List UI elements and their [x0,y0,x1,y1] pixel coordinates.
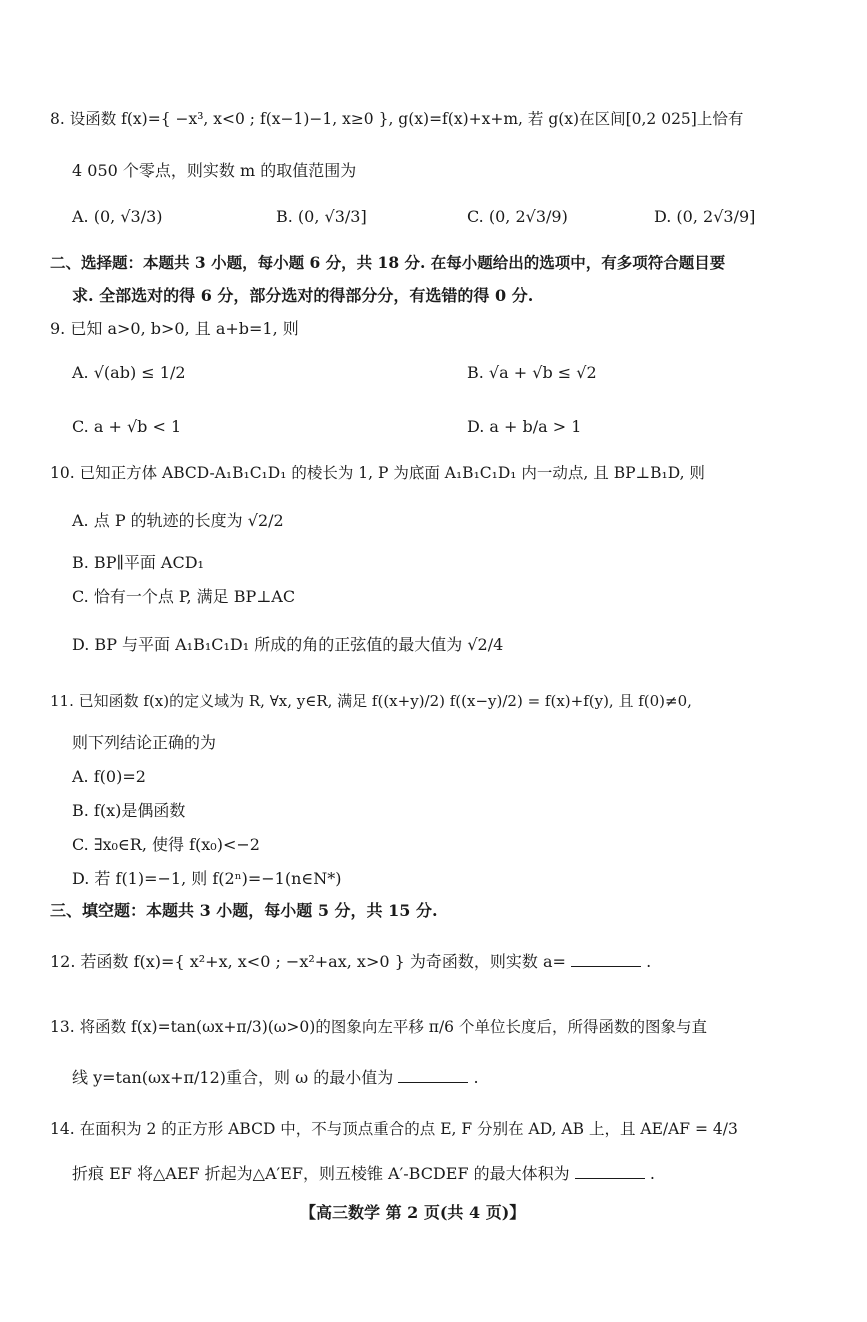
q11-option-a: A. f(0)=2 [72,767,146,786]
q13-answer-blank [398,1066,468,1083]
q10-stem: 10. 已知正方体 ABCD-A₁B₁C₁D₁ 的棱长为 1, P 为底面 A₁B₁C₁D₁ 内一动点, 且 BP⊥B₁D, 则 [50,464,705,482]
q8-stem-line2: 4 050 个零点，则实数 m 的取值范围为 [72,161,357,180]
q11-stem-line2: 则下列结论正确的为 [72,733,217,752]
q9-option-b: B. √a + √b ≤ √2 [467,363,597,382]
q9-stem: 9. 已知 a>0, b>0, 且 a+b=1, 则 [50,319,299,338]
q8-stem-line1: 8. 设函数 f(x)={ −x³, x<0 ; f(x−1)−1, x≥0 }, g(x)=f(x)+x+m, 若 g(x)在区间[0,2 025]上恰有 [50,110,744,128]
q8-option-a: A. (0, √3/3) [72,207,163,226]
q10-option-c: C. 恰有一个点 P, 满足 BP⊥AC [72,587,296,606]
q12-answer-blank [571,950,641,967]
page-footer: 【高三数学 第 2 页(共 4 页)】 [300,1203,526,1222]
q13-stem-line2 [72,1066,479,1089]
section3-heading: 三、填空题：本题共 3 小题，每小题 5 分，共 15 分. [50,901,438,920]
q14-stem-text: 折痕 EF 将△AEF 折起为△A′EF，则五棱锥 A′-BCDEF 的最大体积为 [72,1164,570,1183]
q12-stem-end: . [646,952,652,971]
q14-stem-end: . [649,1164,655,1183]
q9-option-a: A. √(ab) ≤ 1/2 [72,363,186,382]
q11-option-d: D. 若 f(1)=−1, 则 f(2ⁿ)=−1(n∈N*) [72,869,342,888]
q12-stem-text: 12. 若函数 f(x)={ x²+x, x<0 ; −x²+ax, x>0 } 为奇函数，则实数 a= [50,952,566,971]
q8-option-d: D. (0, 2√3/9] [654,207,756,226]
q10-option-b: B. BP∥平面 ACD₁ [72,553,204,572]
q11-stem-line1: 11. 已知函数 f(x)的定义域为 R, ∀x, y∈R, 满足 f((x+y)/2) f((x−y)/2) = f(x)+f(y), 且 f(0)≠0, [50,692,692,710]
section2-heading-line1: 二、选择题：本题共 3 小题，每小题 6 分，共 18 分. 在每小题给出的选项中，有多项符合题目要 [50,253,726,272]
q11-option-c: C. ∃x₀∈R, 使得 f(x₀)<−2 [72,835,260,854]
q11-option-b: B. f(x)是偶函数 [72,801,186,820]
q8-option-c: C. (0, 2√3/9) [467,207,568,226]
q13-stem-text: 线 y=tan(ωx+π/12)重合，则 ω 的最小值为 [72,1068,394,1087]
q10-option-a: A. 点 P 的轨迹的长度为 √2/2 [72,511,284,530]
q10-option-d: D. BP 与平面 A₁B₁C₁D₁ 所成的角的正弦值的最大值为 √2/4 [72,635,504,654]
q9-option-d: D. a + b/a > 1 [467,417,582,436]
q14-answer-blank [575,1162,645,1179]
q12-stem [50,950,651,973]
q13-stem-line1: 13. 将函数 f(x)=tan(ωx+π/3)(ω>0)的图象向左平移 π/6 个单位长度后，所得函数的图象与直 [50,1018,707,1036]
q8-option-b: B. (0, √3/3] [276,207,367,226]
q9-option-c: C. a + √b < 1 [72,417,182,436]
q13-stem-end: . [473,1068,479,1087]
q14-stem-line1: 14. 在面积为 2 的正方形 ABCD 中，不与顶点重合的点 E, F 分别在 AD, AB 上，且 AE/AF = 4/3 [50,1120,738,1138]
q14-stem-line2 [72,1162,655,1185]
section2-heading-line2: 求. 全部选对的得 6 分，部分选对的得部分分，有选错的得 0 分. [72,286,534,305]
